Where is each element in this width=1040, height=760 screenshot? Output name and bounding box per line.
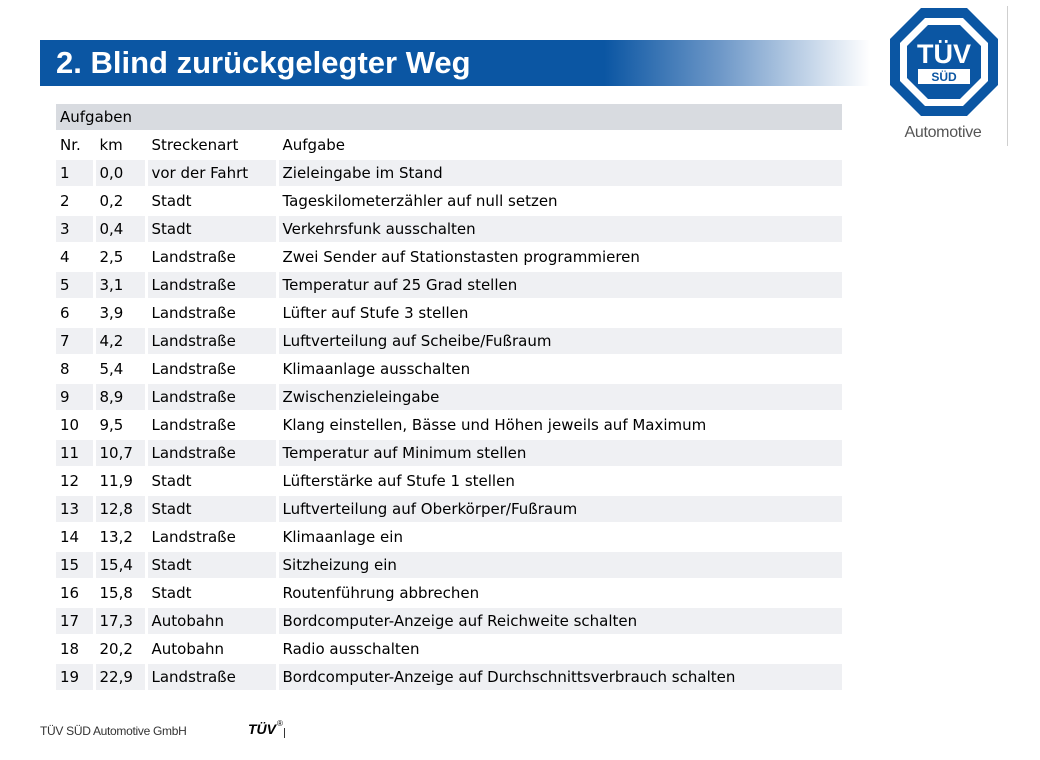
cell-streckenart: Landstraße <box>146 271 277 299</box>
cell-streckenart: Stadt <box>146 579 277 607</box>
cell-km: 3,9 <box>94 299 146 327</box>
cell-km: 9,5 <box>94 411 146 439</box>
table-row <box>56 215 842 243</box>
cell-aufgabe: Klimaanlage ein <box>277 523 842 551</box>
cell-aufgabe: Routenführung abbrechen <box>277 579 842 607</box>
cell-nr: 8 <box>56 355 94 383</box>
tuv-octagon-icon <box>888 6 1000 118</box>
footer-registered-mark: ® <box>277 719 283 728</box>
table-body <box>56 159 842 691</box>
cell-streckenart: Landstraße <box>146 439 277 467</box>
cell-streckenart: Landstraße <box>146 523 277 551</box>
logo-mark-sub: SÜD <box>931 70 957 84</box>
cell-streckenart: Stadt <box>146 495 277 523</box>
title-bar <box>40 40 870 86</box>
cell-aufgabe: Luftverteilung auf Scheibe/Fußraum <box>277 327 842 355</box>
tuv-footer-logo-icon <box>246 717 290 739</box>
table-row <box>56 271 842 299</box>
cell-nr: 17 <box>56 607 94 635</box>
cell-km: 17,3 <box>94 607 146 635</box>
table-row <box>56 383 842 411</box>
table-row <box>56 411 842 439</box>
table-header-row <box>56 131 842 159</box>
footer-mark-text: TÜV <box>248 721 276 737</box>
table-row <box>56 467 842 495</box>
cell-streckenart: Stadt <box>146 551 277 579</box>
cell-km: 15,4 <box>94 551 146 579</box>
cell-aufgabe: Radio ausschalten <box>277 635 842 663</box>
table-row <box>56 663 842 691</box>
cell-nr: 10 <box>56 411 94 439</box>
table-row <box>56 579 842 607</box>
table-row <box>56 159 842 187</box>
table-row <box>56 523 842 551</box>
cell-streckenart: Stadt <box>146 467 277 495</box>
table-row <box>56 607 842 635</box>
cell-km: 3,1 <box>94 271 146 299</box>
logo-mark-text: TÜV <box>917 39 971 69</box>
cell-streckenart: Autobahn <box>146 635 277 663</box>
cell-aufgabe: Zwischenzieleingabe <box>277 383 842 411</box>
cell-streckenart: Landstraße <box>146 355 277 383</box>
table-row <box>56 299 842 327</box>
cell-aufgabe: Bordcomputer-Anzeige auf Reichweite schalten <box>277 607 842 635</box>
cell-nr: 6 <box>56 299 94 327</box>
table-row <box>56 635 842 663</box>
cell-km: 0,0 <box>94 159 146 187</box>
header-streckenart: Streckenart <box>146 131 277 159</box>
tasks-table <box>56 104 842 692</box>
cell-streckenart: Landstraße <box>146 243 277 271</box>
table-caption-row <box>56 104 842 131</box>
cell-streckenart: Landstraße <box>146 299 277 327</box>
page-title: 2. Blind zurückgelegter Weg <box>56 45 471 80</box>
cell-nr: 19 <box>56 663 94 691</box>
cell-aufgabe: Zwei Sender auf Stationstasten programmieren <box>277 243 842 271</box>
cell-aufgabe: Temperatur auf 25 Grad stellen <box>277 271 842 299</box>
cell-aufgabe: Sitzheizung ein <box>277 551 842 579</box>
cell-km: 20,2 <box>94 635 146 663</box>
cell-nr: 15 <box>56 551 94 579</box>
cell-km: 13,2 <box>94 523 146 551</box>
cell-streckenart: Landstraße <box>146 383 277 411</box>
cell-km: 5,4 <box>94 355 146 383</box>
cell-aufgabe: Verkehrsfunk ausschalten <box>277 215 842 243</box>
cell-nr: 13 <box>56 495 94 523</box>
cell-streckenart: vor der Fahrt <box>146 159 277 187</box>
cell-aufgabe: Klimaanlage ausschalten <box>277 355 842 383</box>
cell-km: 0,2 <box>94 187 146 215</box>
cell-km: 4,2 <box>94 327 146 355</box>
table-row <box>56 327 842 355</box>
cell-streckenart: Stadt <box>146 187 277 215</box>
cell-nr: 12 <box>56 467 94 495</box>
tuv-sud-logo <box>888 6 1008 151</box>
table-row <box>56 355 842 383</box>
cell-nr: 14 <box>56 523 94 551</box>
header-aufgabe: Aufgabe <box>277 131 842 159</box>
cell-nr: 11 <box>56 439 94 467</box>
logo-divider <box>1007 6 1008 146</box>
cell-nr: 7 <box>56 327 94 355</box>
header-km: km <box>94 131 146 159</box>
cell-km: 8,9 <box>94 383 146 411</box>
cell-aufgabe: Luftverteilung auf Oberkörper/Fußraum <box>277 495 842 523</box>
table-row <box>56 243 842 271</box>
cell-aufgabe: Lüfter auf Stufe 3 stellen <box>277 299 842 327</box>
cell-streckenart: Stadt <box>146 215 277 243</box>
cell-nr: 3 <box>56 215 94 243</box>
cell-km: 11,9 <box>94 467 146 495</box>
cell-nr: 4 <box>56 243 94 271</box>
cell-nr: 16 <box>56 579 94 607</box>
cell-km: 10,7 <box>94 439 146 467</box>
cell-km: 12,8 <box>94 495 146 523</box>
cell-nr: 18 <box>56 635 94 663</box>
cell-streckenart: Autobahn <box>146 607 277 635</box>
cell-nr: 9 <box>56 383 94 411</box>
table-row <box>56 187 842 215</box>
cell-nr: 5 <box>56 271 94 299</box>
cell-streckenart: Landstraße <box>146 663 277 691</box>
table-row <box>56 551 842 579</box>
cell-aufgabe: Tageskilometerzähler auf null setzen <box>277 187 842 215</box>
cell-nr: 2 <box>56 187 94 215</box>
cell-nr: 1 <box>56 159 94 187</box>
cell-aufgabe: Temperatur auf Minimum stellen <box>277 439 842 467</box>
cell-km: 2,5 <box>94 243 146 271</box>
table-caption: Aufgaben <box>56 104 842 131</box>
cell-km: 0,4 <box>94 215 146 243</box>
cell-aufgabe: Lüfterstärke auf Stufe 1 stellen <box>277 467 842 495</box>
cell-km: 22,9 <box>94 663 146 691</box>
header-nr: Nr. <box>56 131 94 159</box>
table-row <box>56 439 842 467</box>
logo-subtitle: Automotive <box>904 124 982 141</box>
cell-aufgabe: Zieleingabe im Stand <box>277 159 842 187</box>
cell-aufgabe: Klang einstellen, Bässe und Höhen jeweils auf Maximum <box>277 411 842 439</box>
cell-km: 15,8 <box>94 579 146 607</box>
cell-aufgabe: Bordcomputer-Anzeige auf Durchschnittsverbrauch schalten <box>277 663 842 691</box>
table-row <box>56 495 842 523</box>
cell-streckenart: Landstraße <box>146 327 277 355</box>
footer-company: TÜV SÜD Automotive GmbH <box>40 724 187 738</box>
cell-streckenart: Landstraße <box>146 411 277 439</box>
